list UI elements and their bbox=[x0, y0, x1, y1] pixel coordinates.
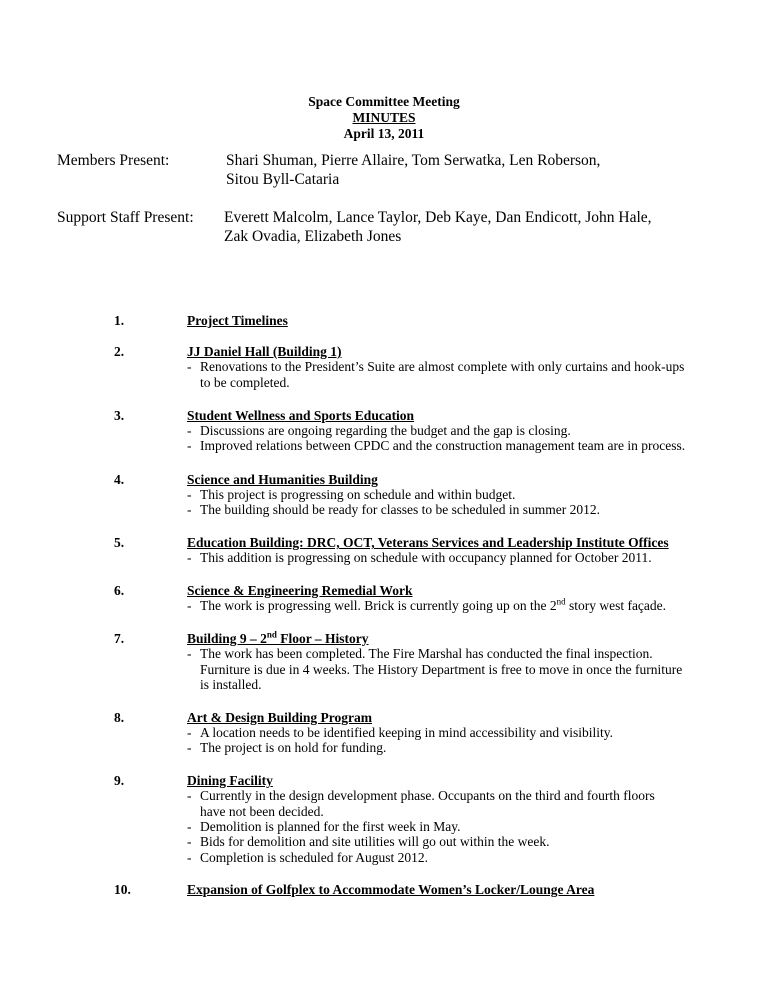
bullet-text bbox=[200, 359, 687, 390]
bullet-text: Bids for demolition and site utilities will go out within the week. bbox=[200, 834, 550, 849]
item-title bbox=[187, 631, 369, 647]
members-label: Members Present: bbox=[57, 152, 170, 169]
item-title: Art & Design Building Program bbox=[187, 710, 372, 725]
bullet-dash: - bbox=[187, 725, 192, 740]
bullet-dash: - bbox=[187, 646, 192, 661]
item-title: Expansion of Golfplex to Accommodate Women’s Locker/Lounge Area bbox=[187, 882, 595, 897]
bullet-text: Discussions are ongoing regarding the budget and the gap is closing. bbox=[200, 423, 571, 438]
bullet-text: A location needs to be identified keeping in mind accessibility and visibility. bbox=[200, 725, 614, 740]
bullet-line: is installed. bbox=[200, 677, 262, 692]
item-number: 2. bbox=[114, 344, 125, 359]
bullet-text: Demolition is planned for the first week in May. bbox=[200, 819, 461, 834]
item-title: Dining Facility bbox=[187, 773, 273, 788]
bullet-dash: - bbox=[187, 487, 192, 502]
bullet-text: This addition is progressing on schedule with occupancy planned for October 2011. bbox=[200, 550, 652, 565]
item-number: 6. bbox=[114, 583, 125, 598]
item-title: JJ Daniel Hall (Building 1) bbox=[187, 344, 342, 359]
bullet-line: The work has been completed. The Fire Marshal has conducted the final inspection. bbox=[200, 646, 653, 661]
bullet-dash: - bbox=[187, 359, 192, 374]
support-label: Support Staff Present: bbox=[57, 209, 194, 226]
minutes-heading: MINUTES bbox=[352, 110, 416, 125]
item-number: 8. bbox=[114, 710, 125, 725]
item-title: Science & Engineering Remedial Work bbox=[187, 583, 413, 598]
bullet-text: The building should be ready for classes to be scheduled in summer 2012. bbox=[200, 502, 601, 517]
item-number: 3. bbox=[114, 408, 125, 423]
title-part: Building 9 – 2 bbox=[187, 631, 267, 646]
bullet-dash: - bbox=[187, 550, 192, 565]
bullet-text bbox=[200, 646, 687, 693]
title-part: Floor – History bbox=[276, 631, 369, 646]
bullet-dash: - bbox=[187, 438, 192, 453]
bullet-line: Renovations to the President’s Suite are almost complete with only curtains and hook-ups bbox=[200, 359, 685, 374]
bullet-text: Improved relations between CPDC and the construction management team are in process. bbox=[200, 438, 686, 453]
item-title: Project Timelines bbox=[187, 313, 288, 328]
bullet-dash: - bbox=[187, 740, 192, 755]
item-number: 10. bbox=[114, 882, 131, 897]
bullet-dash: - bbox=[187, 850, 192, 865]
bullet-text-part: The work is progressing well. Brick is currently going up on the 2 bbox=[200, 598, 557, 613]
superscript: nd bbox=[556, 596, 566, 607]
bullet-text: The project is on hold for funding. bbox=[200, 740, 387, 755]
item-number: 5. bbox=[114, 535, 125, 550]
superscript: nd bbox=[266, 629, 277, 640]
meeting-title: Space Committee Meeting bbox=[308, 94, 460, 109]
item-title: Student Wellness and Sports Education bbox=[187, 408, 415, 423]
bullet-line: have not been decided. bbox=[200, 803, 324, 819]
bullet-dash: - bbox=[187, 502, 192, 517]
members-line: Shari Shuman, Pierre Allaire, Tom Serwatka, Len Roberson, bbox=[226, 152, 601, 169]
bullet-line: Currently in the design development phase. Occupants on the third and fourth floors bbox=[200, 788, 655, 803]
item-number: 7. bbox=[114, 631, 125, 646]
members-list bbox=[226, 151, 646, 189]
support-line: Everett Malcolm, Lance Taylor, Deb Kaye, Dan Endicott, John Hale, bbox=[224, 209, 652, 226]
bullet-dash: - bbox=[187, 834, 192, 849]
document-header bbox=[0, 94, 768, 142]
item-number: 4. bbox=[114, 472, 125, 487]
members-line: Sitou Byll-Cataria bbox=[226, 171, 340, 188]
support-line: Zak Ovadia, Elizabeth Jones bbox=[224, 228, 402, 245]
item-number: 9. bbox=[114, 773, 125, 788]
bullet-dash: - bbox=[187, 598, 192, 613]
bullet-text-part: story west façade. bbox=[565, 598, 667, 613]
bullet-text bbox=[200, 598, 687, 614]
bullet-line: to be completed. bbox=[200, 374, 290, 390]
bullet-dash: - bbox=[187, 423, 192, 438]
bullet-line: Furniture is due in 4 weeks. The History Department is free to move in once the furniture bbox=[200, 661, 683, 677]
item-title: Education Building: DRC, OCT, Veterans Services and Leadership Institute Offices bbox=[187, 535, 669, 550]
bullet-text: Completion is scheduled for August 2012. bbox=[200, 850, 428, 865]
support-list bbox=[224, 208, 694, 246]
bullet-dash: - bbox=[187, 819, 192, 834]
item-number: 1. bbox=[114, 313, 125, 328]
bullet-text bbox=[200, 788, 687, 819]
bullet-text: This project is progressing on schedule and within budget. bbox=[200, 487, 516, 502]
bullet-dash: - bbox=[187, 788, 192, 803]
item-title: Science and Humanities Building bbox=[187, 472, 378, 487]
meeting-date: April 13, 2011 bbox=[343, 126, 425, 141]
